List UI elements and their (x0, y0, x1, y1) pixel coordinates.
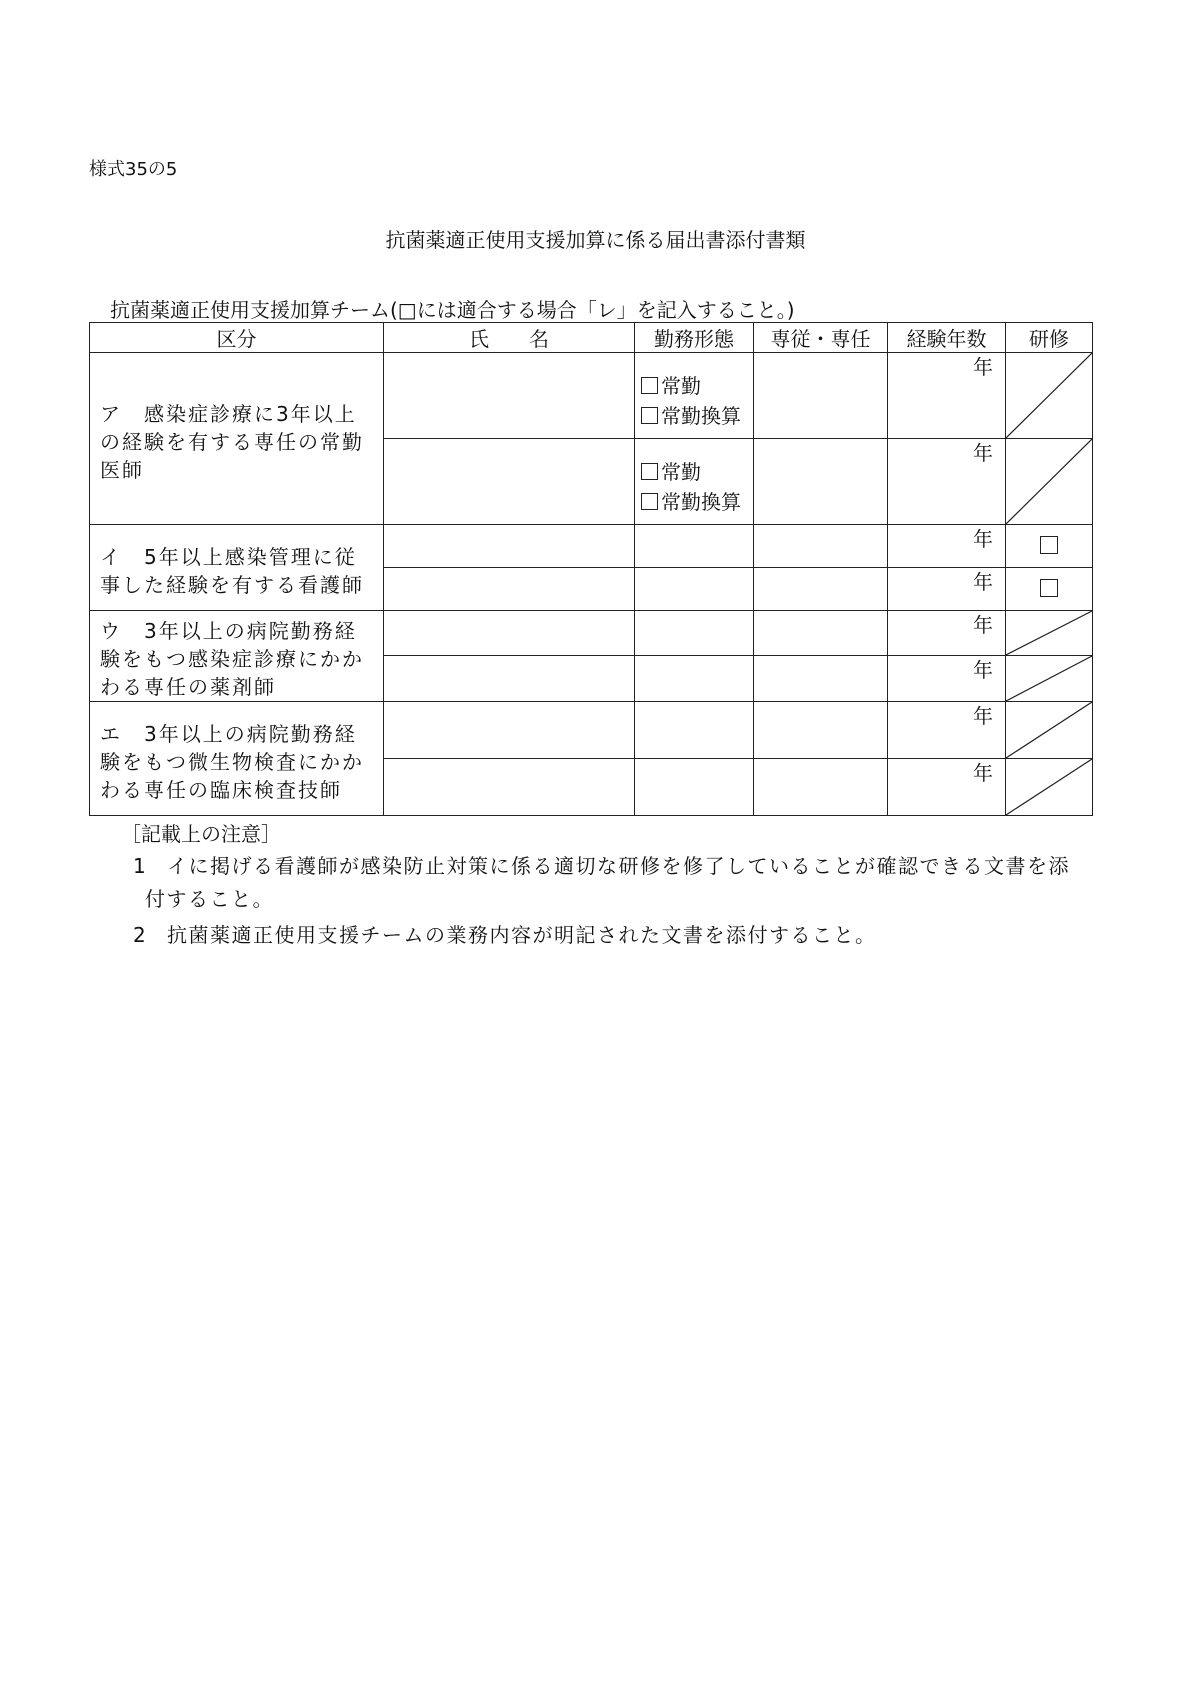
experience-field[interactable] (888, 568, 1006, 611)
year-unit: 年 (973, 355, 993, 379)
year-unit: 年 (973, 761, 993, 785)
form-number: 様式35の5 (89, 159, 178, 180)
training-na (1006, 439, 1093, 525)
year-unit: 年 (973, 441, 993, 465)
category-a: ア 感染症診療に3年以上の経験を有する専任の常勤医師 (90, 353, 384, 525)
document-title: 抗菌薬適正使用支援加算に係る届出書添付書類 (385, 228, 806, 252)
name-field[interactable] (384, 702, 635, 759)
experience-field[interactable] (888, 655, 1006, 701)
checkbox[interactable] (641, 407, 658, 424)
category-e: エ 3年以上の病院勤務経験をもつ微生物検査にかかわる専任の臨床検査技師 (90, 702, 384, 816)
training-cell (1006, 568, 1093, 611)
employment-field[interactable] (635, 702, 754, 759)
experience-field[interactable] (888, 759, 1006, 816)
experience-field[interactable] (888, 611, 1006, 656)
option-label: 常勤 (661, 374, 701, 398)
experience-field[interactable] (888, 439, 1006, 525)
year-unit: 年 (973, 704, 993, 728)
dedicated-field[interactable] (754, 439, 888, 525)
note-number: 1 (133, 854, 148, 878)
name-field[interactable] (384, 568, 635, 611)
note-number: 2 (133, 923, 148, 947)
employment-cell (635, 353, 754, 439)
category-i: イ 5年以上感染管理に従事した経験を有する看護師 (90, 525, 384, 611)
year-unit: 年 (973, 657, 993, 682)
year-unit: 年 (973, 613, 993, 637)
year-unit: 年 (973, 527, 993, 551)
training-na (1006, 611, 1093, 656)
note-continuation: 付すること。 (145, 887, 274, 911)
dedicated-field[interactable] (754, 702, 888, 759)
header-employment: 勤務形態 (635, 323, 754, 353)
notes-heading: ［記載上の注意］ (121, 822, 281, 846)
dedicated-field[interactable] (754, 353, 888, 439)
table-caption: 抗菌薬適正使用支援加算チーム(□には適合する場合「レ」を記入すること。) (110, 298, 795, 322)
checkbox[interactable] (641, 463, 658, 480)
option-label: 常勤換算 (661, 490, 741, 514)
table-header-row (90, 323, 1093, 353)
table-row (90, 525, 1093, 568)
category-u: ウ 3年以上の病院勤務経験をもつ感染症診療にかかわる専任の薬剤師 (90, 611, 384, 702)
note-text: イに掲げる看護師が感染防止対策に係る適切な研修を修了していることが確認できる文書を添 (167, 854, 1070, 878)
experience-field[interactable] (888, 353, 1006, 439)
table-row (90, 353, 1093, 439)
header-category: 区分 (90, 323, 384, 353)
dedicated-field[interactable] (754, 759, 888, 816)
table-row (90, 611, 1093, 656)
training-na (1006, 702, 1093, 759)
name-field[interactable] (384, 353, 635, 439)
training-checkbox[interactable] (1040, 536, 1058, 554)
table-row (90, 702, 1093, 759)
name-field[interactable] (384, 439, 635, 525)
employment-cell (635, 439, 754, 525)
training-na (1006, 759, 1093, 816)
experience-field[interactable] (888, 702, 1006, 759)
training-checkbox[interactable] (1040, 579, 1058, 597)
dedicated-field[interactable] (754, 655, 888, 701)
checkbox[interactable] (641, 377, 658, 394)
header-name: 氏 名 (384, 323, 635, 353)
header-dedicated: 専従・専任 (754, 323, 888, 353)
note-text: 抗菌薬適正使用支援チームの業務内容が明記された文書を添付すること。 (167, 923, 877, 947)
employment-field[interactable] (635, 655, 754, 701)
header-experience: 経験年数 (888, 323, 1006, 353)
name-field[interactable] (384, 655, 635, 701)
dedicated-field[interactable] (754, 568, 888, 611)
name-field[interactable] (384, 525, 635, 568)
name-field[interactable] (384, 759, 635, 816)
dedicated-field[interactable] (754, 525, 888, 568)
employment-field[interactable] (635, 759, 754, 816)
option-label: 常勤換算 (661, 404, 741, 428)
training-cell (1006, 525, 1093, 568)
year-unit: 年 (973, 570, 993, 594)
team-table (89, 322, 1093, 816)
experience-field[interactable] (888, 525, 1006, 568)
note-item (133, 850, 1103, 882)
training-na (1006, 655, 1093, 701)
note-item (133, 919, 877, 951)
name-field[interactable] (384, 611, 635, 656)
dedicated-field[interactable] (754, 611, 888, 656)
checkbox[interactable] (641, 493, 658, 510)
employment-field[interactable] (635, 611, 754, 656)
header-training: 研修 (1006, 323, 1093, 353)
employment-field[interactable] (635, 568, 754, 611)
employment-field[interactable] (635, 525, 754, 568)
option-label: 常勤 (661, 460, 701, 484)
training-na (1006, 353, 1093, 439)
